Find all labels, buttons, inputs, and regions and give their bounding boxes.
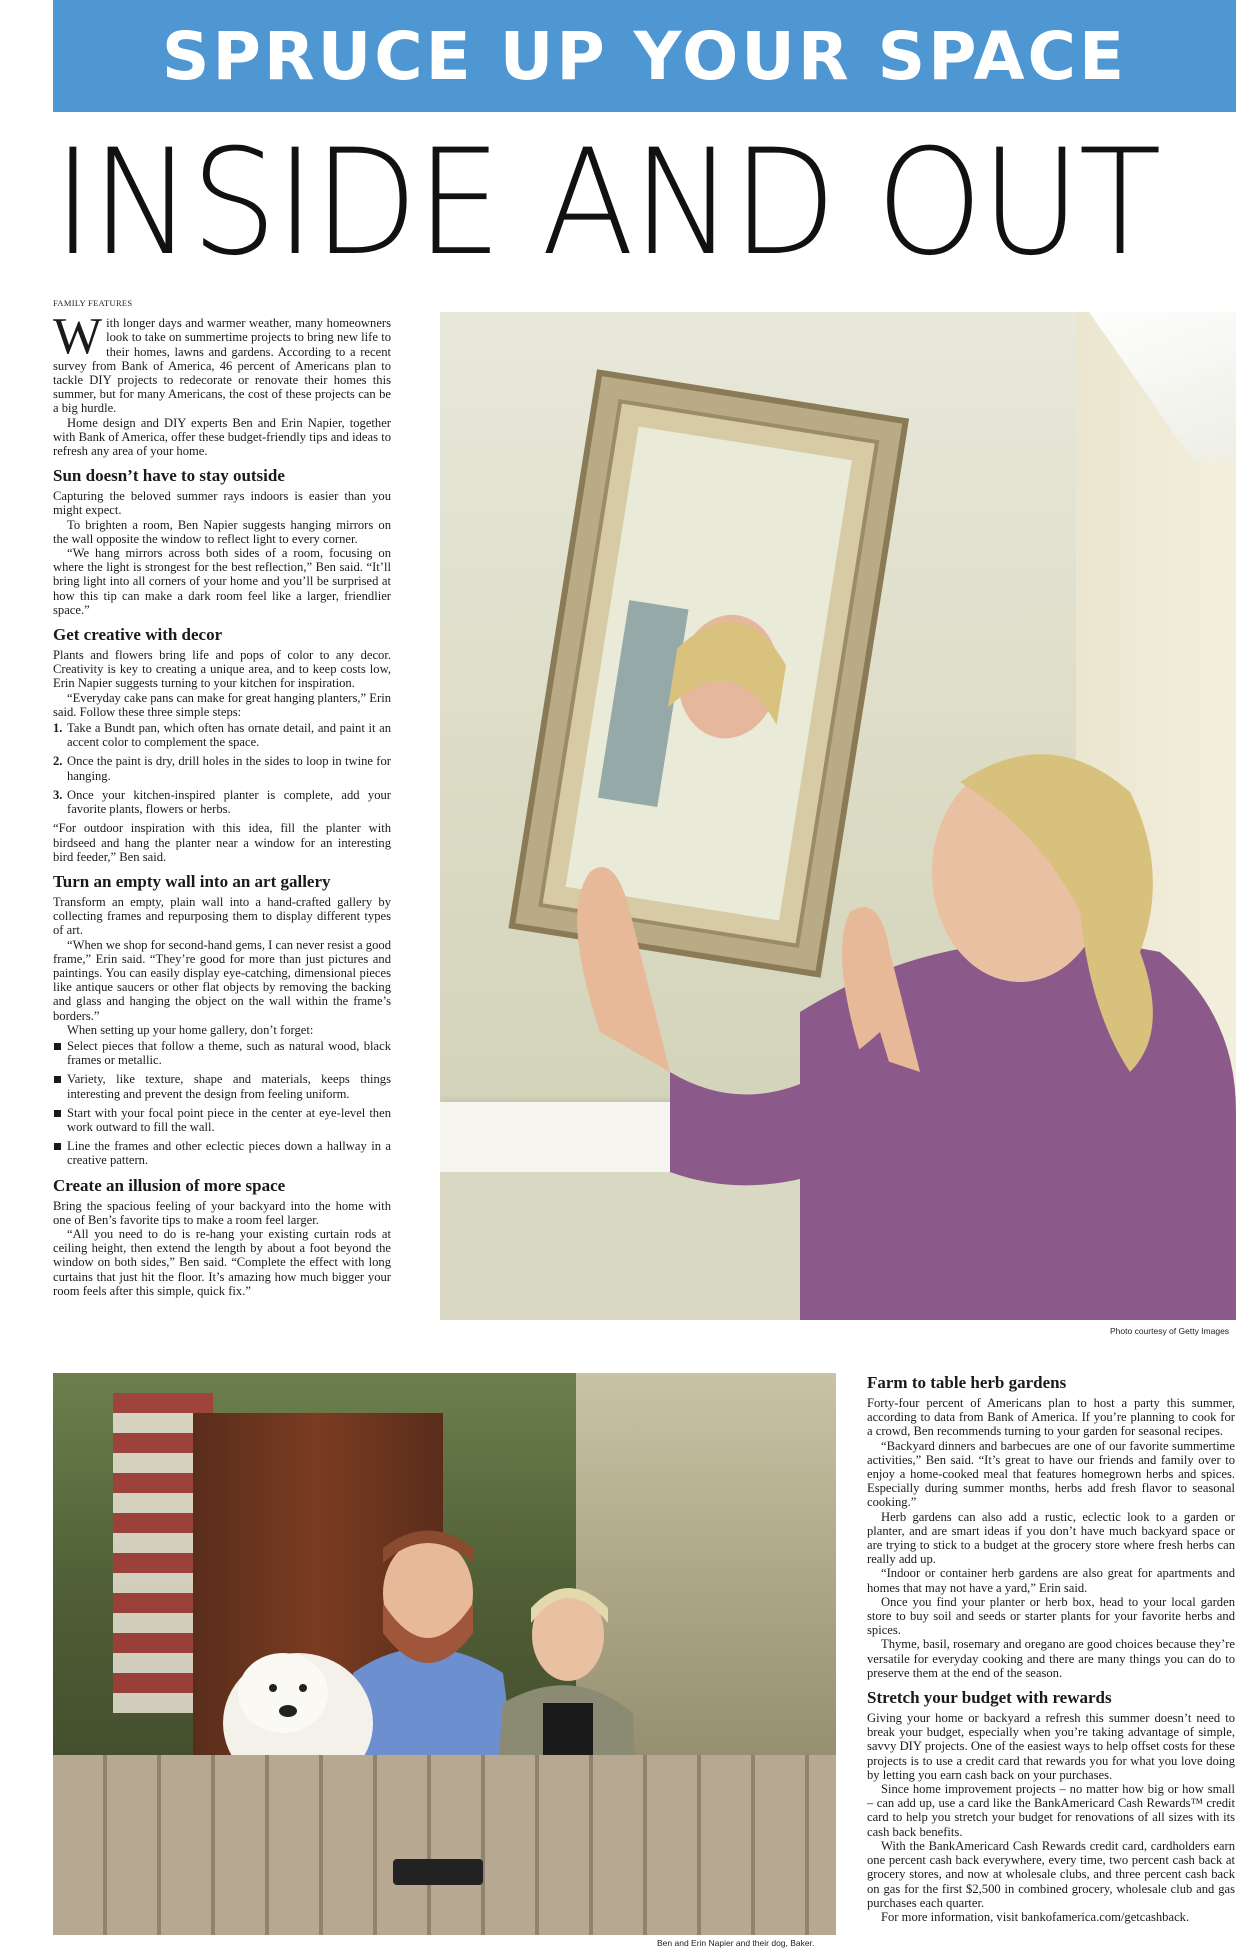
- step-text: Once the paint is dry, drill holes in the sides to loop in twine for hanging.: [67, 754, 391, 783]
- drop-cap: W: [53, 308, 103, 366]
- paragraph: With the BankAmericard Cash Rewards credit card, cardholders earn one percent cash back everywhere, every time, two percent cash back at grocery stores, and now at wholesale clubs, and three percent cash back on gas for the first $2,500 in combined grocery, wholesale club and gas purchases each quarter.: [867, 1838, 1235, 1910]
- tips-list: [53, 1039, 391, 1168]
- list-item: [53, 1106, 391, 1134]
- bullet-square-icon: [54, 1143, 61, 1150]
- paragraph: “We hang mirrors across both sides of a room, focusing on where the light is strongest for the best reflection,” Ben said. “It’ll bring light into all corners of your home and you’ll be surprised at how this tip can make a dark room feel like a larger, friendlier space.”: [53, 546, 391, 617]
- headline: INSIDE AND OUT: [53, 118, 1160, 288]
- paragraph: Transform an empty, plain wall into a hand-crafted gallery by collecting frames and repurposing them to display different types of art.: [53, 894, 391, 938]
- bullet-square-icon: [54, 1110, 61, 1117]
- paragraph: “For outdoor inspiration with this idea, fill the planter with birdseed and hang the planter near a window for an interesting bird feeder,” Ben said.: [53, 821, 391, 864]
- bullet-square-icon: [54, 1076, 61, 1083]
- list-item: [53, 1139, 391, 1167]
- list-item: [53, 754, 391, 782]
- step-number: 3.: [53, 787, 63, 802]
- step-text: Take a Bundt pan, which often has ornate detail, and paint it an accent color to complement the space.: [67, 721, 391, 750]
- paragraph: “Backyard dinners and barbecues are one of our favorite summertime activities,” Ben said. “It’s great to have our friends and family over to enjoy a home-cooked meal that features homegrown herbs and spices. Especially during summer months, herbs add fresh flavor to seasonal cooking.”: [867, 1438, 1235, 1510]
- paragraph: Once you find your planter or herb box, head to your local garden store to buy soil and seeds or starter plants for your favorite herbs and spices.: [867, 1594, 1235, 1638]
- section-heading-herb: Farm to table herb gardens: [867, 1373, 1067, 1392]
- paragraph: “When we shop for second-hand gems, I can never resist a good frame,” Erin said. “They’re good for more than just pictures and paintings. You can easily display eye-catching, dimensional pieces like antique saucers or other flat objects by removing the backing and glass and hanging the object on the wall within the frame’s borders.”: [53, 937, 391, 1023]
- section-heading-budget: Stretch your budget with rewards: [867, 1688, 1112, 1708]
- paragraph: Capturing the beloved summer rays indoors is easier than you might expect.: [53, 489, 391, 518]
- list-item: [53, 1072, 391, 1100]
- paragraph: To brighten a room, Ben Napier suggests hanging mirrors on the wall opposite the window to reflect light to every corner.: [53, 517, 391, 546]
- section-heading-space: Create an illusion of more space: [53, 1175, 286, 1195]
- paragraph: “All you need to do is re-hang your existing curtain rods at ceiling height, then extend the length by about a foot beyond the window on both sides,” Ben said. “Complete the effect with long curtains that just hit the floor. It’s amazing how much bigger your room feels after this simple, quick fix.”: [53, 1226, 391, 1298]
- left-column: [53, 296, 391, 1298]
- mirror-scene-illustration: [440, 312, 1236, 1320]
- wooden-fence: [53, 1755, 836, 1935]
- paragraph: “Indoor or container herb gardens are also great for apartments and homes that may not have a yard,” Erin said.: [867, 1566, 1235, 1595]
- photo-caption: Ben and Erin Napier and their dog, Baker.: [657, 1938, 815, 1948]
- paragraph: When setting up your home gallery, don’t forget:: [67, 1022, 314, 1037]
- paragraph: Forty-four percent of Americans plan to host a party this summer, according to data from Bank of America. If you’re planning to cook for a crowd, Ben recommends turning to your garden for seasonal recipes.: [867, 1396, 1235, 1439]
- intro-text: ith longer days and warmer weather, many homeowners look to take on summertime projects to bring new life to their homes, lawns and gardens. According to a recent survey from Bank of America, 46 percent of Americans plan to tackle DIY projects to redecorate or renovate their homes this summer, but for many Americans, the cost of these projects can be a big hurdle.: [53, 316, 391, 416]
- step-number: 1.: [53, 721, 63, 736]
- list-item: [53, 721, 391, 749]
- bullet-text: Variety, like texture, shape and materials, keeps things interesting and prevent the design from feeling uniform.: [67, 1072, 391, 1101]
- section-heading-sun: Sun doesn’t have to stay outside: [53, 466, 285, 486]
- steps-list: [53, 721, 391, 816]
- step-text: Once your kitchen-inspired planter is complete, add your favorite plants, flowers or herbs.: [67, 787, 391, 817]
- bullet-text: Line the frames and other eclectic pieces down a hallway in a creative pattern.: [67, 1139, 391, 1168]
- paragraph: Giving your home or backyard a refresh this summer doesn’t need to break your budget, especially when you’re taking advantage of simple, savvy DIY projects. One of the easiest ways to help offset costs for these projects is to use a credit card that rewards you for what you love doing by letting you earn cash back on your purchases.: [867, 1711, 1235, 1782]
- step-number: 2.: [53, 754, 63, 769]
- paragraph: Since home improvement projects – no matter how big or how small – can add up, use a card like the BankAmericard Cash Rewards™ credit card to help you stretch your budget for renovations of all sizes with its cash back benefits.: [867, 1782, 1235, 1839]
- more-info-text: For more information, visit bankofamerica.com/getcashback.: [881, 1909, 1190, 1924]
- photo-credit: Photo courtesy of Getty Images: [1110, 1326, 1230, 1336]
- paragraph: “Everyday cake pans can make for great hanging planters,” Erin said. Follow these three simple steps:: [53, 690, 391, 719]
- couple-photo: [53, 1373, 836, 1935]
- bullet-square-icon: [54, 1043, 61, 1050]
- mirror-photo: [440, 312, 1236, 1320]
- list-item: [53, 788, 391, 816]
- section-heading-gallery: Turn an empty wall into an art gallery: [53, 871, 331, 891]
- right-column: [867, 1373, 1235, 1924]
- section-heading-decor: Get creative with decor: [53, 625, 223, 645]
- byline: FAMILY FEATURES: [53, 298, 133, 308]
- banner: [53, 0, 1236, 112]
- list-item: [53, 1039, 391, 1067]
- gate-hinge: [393, 1859, 483, 1885]
- paragraph: Bring the spacious feeling of your backyard into the home with one of Ben’s favorite tips to make a room feel larger.: [53, 1198, 391, 1227]
- intro-paragraph: [53, 308, 391, 416]
- paragraph: Thyme, basil, rosemary and oregano are good choices because they’re versatile for everyday cooking and there are many things you can do to preserve them at the end of the season.: [867, 1637, 1235, 1680]
- bullet-text: Start with your focal point piece in the center at eye-level then work outward to fill the wall.: [67, 1105, 391, 1134]
- paragraph: Home design and DIY experts Ben and Erin Napier, together with Bank of America, offer these budget-friendly tips and ideas to refresh any area of your home.: [53, 415, 391, 459]
- banner-title: SPRUCE UP YOUR SPACE: [161, 17, 1128, 95]
- paragraph: Herb gardens can also add a rustic, eclectic look to a garden or planter, and are smart ideas if you don’t have much backyard space or are trying to stick to a budget at the grocery store where fresh herbs can really add up.: [867, 1509, 1235, 1567]
- bullet-text: Select pieces that follow a theme, such as natural wood, black frames or metallic.: [67, 1038, 391, 1068]
- paragraph: Plants and flowers bring life and pops of color to any decor. Creativity is key to creating a unique area, and to keep costs low, Erin Napier suggests turning to your kitchen for inspiration.: [53, 648, 391, 691]
